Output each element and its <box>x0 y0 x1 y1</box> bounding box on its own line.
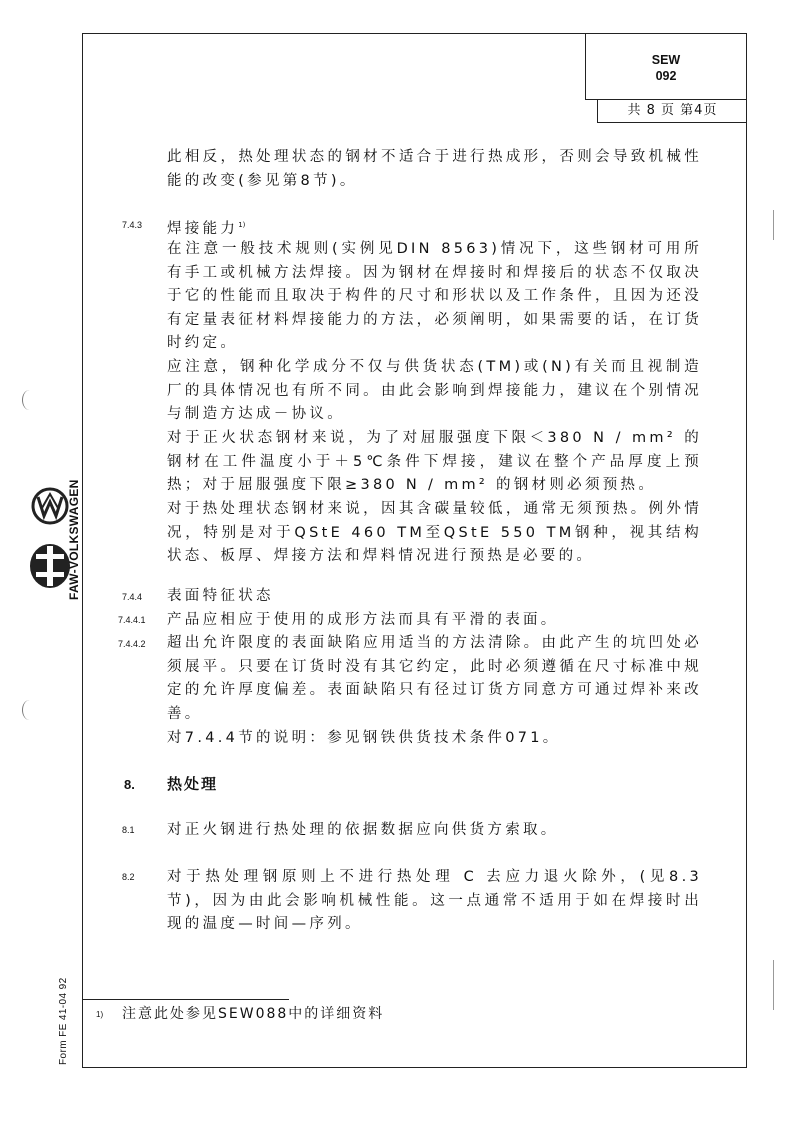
surface-paragraph-2: 超出允许限度的表面缺陷应用适当的方法清除。由此产生的坑凹处必须展平。只要在订货时没有其它约定，此时必须遵循在尺寸标准中规定的允许厚度偏差。表面缺陷只有径过订货方同意方可通过焊补来改善。 <box>167 635 702 722</box>
section-number: 8.2 <box>122 872 135 882</box>
section-number: 7.4.3 <box>122 220 143 230</box>
scan-edge-mark <box>773 960 774 1010</box>
doc-identifier <box>585 52 747 84</box>
heat-treatment-paragraph-2: 对于热处理钢原则上不进行热处理 C 去应力退火除外，(见8.3节)，因为由此会影响机械性能。这一点通常不适用于如在焊接时出现的温度—时间—序列。 <box>167 869 702 933</box>
brand-vertical-text: FAW-VOLKSWAGEN <box>67 479 81 600</box>
welding-paragraph-2: 应注意，钢种化学成分不仅与供货状态(TM)或(N)有关而且视制造厂的具体情况也有所不同。由此会影响到焊接能力，建议在个别情况与制造方达成－协议。 <box>167 359 702 423</box>
footnote-mark: 1) <box>96 1010 104 1019</box>
footnote-text: 注意此处参见SEW088中的详细资料 <box>122 1006 385 1022</box>
doc-code: SEW <box>651 53 681 67</box>
footnote-divider <box>82 999 289 1000</box>
section-number: 7.4.4.2 <box>118 639 146 649</box>
form-number: Form FE 41-04 92 <box>58 977 69 1065</box>
section-number: 8.1 <box>122 825 135 835</box>
intro-paragraph: 此相反，热处理状态的钢材不适合于进行热成形，否则会导致机械性能的改变(参见第8节)。 <box>167 149 702 189</box>
section-title: 表面特征状态 <box>167 588 274 604</box>
punch-hole <box>22 700 37 720</box>
section-number: 8. <box>124 777 135 792</box>
heat-treatment-paragraph-1: 对正火钢进行热处理的依据数据应向供货方索取。 <box>167 822 559 838</box>
page-info: 共 8 页 第4页 <box>597 100 747 123</box>
punch-hole <box>22 390 37 410</box>
footnote-ref: 1) <box>238 221 246 229</box>
section-heading: 热处理 <box>167 775 219 793</box>
doc-number: 092 <box>655 69 677 83</box>
surface-paragraph-1: 产品应相应于使用的成形方法而具有平滑的表面。 <box>167 612 559 628</box>
section-title-text: 焊接能力 <box>167 220 239 237</box>
section-number: 7.4.4.1 <box>118 615 146 625</box>
scan-edge-mark <box>773 210 774 240</box>
surface-note: 对7.4.4节的说明：参见钢铁供货技术条件071。 <box>167 730 561 746</box>
welding-paragraph-3: 对于正火状态钢材来说，为了对屈服强度下限＜380 N / mm² 的钢材在工件温度小于＋5℃条件下焊接，建议在整个产品厚度上预热；对于屈服强度下限≥380 N / mm² 的钢材则必须预热。 <box>167 430 702 494</box>
section-number: 7.4.4 <box>122 592 143 602</box>
welding-paragraph-1: 在注意一般技术规则(实例见DIN 8563)情况下，这些钢材可用所有手工或机械方法焊接。因为钢材在焊接时和焊接后的状态不仅取决于它的性能而且取决于构件的尺寸和形状以及工作条件，且因为还没有定量表征材料焊接能力的方法，必须阐明，如果需要的话，在订货时约定。 <box>167 241 702 352</box>
welding-paragraph-4: 对于热处理状态钢材来说，因其含碳量较低，通常无须预热。例外情况，特别是对于QStE 460 TM至QStE 550 TM钢种，视其结构状态、板厚、焊接方法和焊料情况进行预热是必要的。 <box>167 501 702 565</box>
